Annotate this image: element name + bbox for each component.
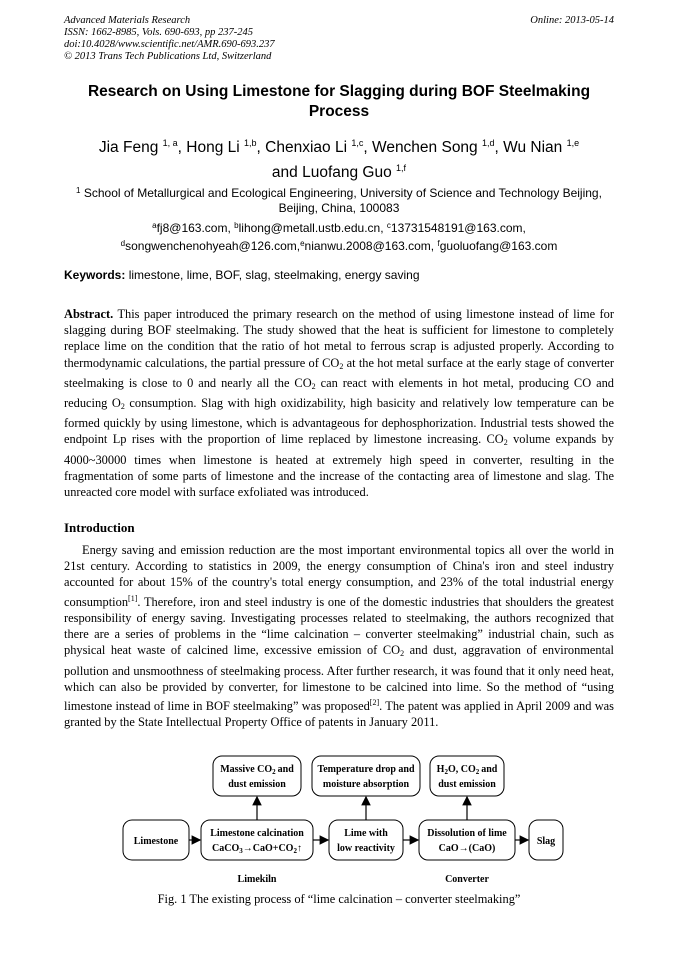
subscript: 2	[311, 381, 316, 391]
subscript: 2	[503, 438, 508, 448]
abstract-text: at the hot metal surface at the early stage of converter steelmaking is close to 0 and nearly all the CO	[64, 355, 614, 390]
h2o-text: H	[436, 764, 445, 775]
doi-line: doi:10.4028/www.scientific.net/AMR.690-693.237	[64, 39, 275, 50]
affiliation	[64, 183, 614, 216]
h2o-and: and	[481, 764, 498, 775]
abstract-text: can react with elements in hot metal, producing CO and reducing O	[64, 375, 614, 411]
lime-with-text: Lime with	[344, 828, 388, 839]
page-header	[64, 15, 614, 63]
author-name: Wenchen Song	[371, 139, 478, 156]
intro-text: . The patent was applied in April 2009 and was granted by the State Intellectual Property Office of patents in January 2011.	[64, 699, 614, 730]
subscript: 2	[475, 768, 480, 776]
keywords-label: Keywords:	[64, 268, 126, 282]
citation-link[interactable]: [2]	[369, 697, 380, 707]
slag-text: Slag	[536, 836, 556, 847]
abstract	[64, 306, 614, 500]
introduction-paragraph	[64, 542, 614, 730]
dissolution-text: Dissolution of lime	[427, 828, 507, 839]
journal-name: Advanced Materials Research	[64, 15, 191, 26]
gas-arrow-text: ↑	[296, 843, 302, 854]
temp-drop-text: Temperature drop and	[317, 764, 415, 775]
author-name: Jia Feng	[98, 139, 159, 156]
email-link[interactable]: lihong@metall.ustb.edu.cn,	[238, 221, 384, 235]
subscript: 2	[120, 402, 125, 412]
svg-text:Massive CO2and	[220, 764, 294, 776]
subscript: 2	[272, 768, 276, 776]
email-link[interactable]: guoluofang@163.com	[439, 239, 558, 253]
moisture-text: moisture absorption	[322, 779, 410, 790]
figure-caption: Fig. 1 The existing process of “lime calcination – converter steelmaking”	[157, 892, 521, 906]
keywords-text: limestone, lime, BOF, slag, steelmaking, energy saving	[128, 268, 420, 282]
author-name: Hong Li	[186, 139, 240, 156]
email-list: $^a$fj8@163.com, $^b$lihong@metall.ustb.edu.cn, $^c$13731548191@163.com, $^d$songwenchenohyeah@126.com,$^e$nianwu.2008@163.com, $^f$guoluofang@163.com	[120, 221, 558, 253]
limekiln-label: Limekiln	[237, 874, 277, 885]
h2o-co2-dust-box	[430, 756, 504, 796]
email-link[interactable]: songwenchenohyeah@126.com,	[125, 239, 301, 253]
h2o-co2-text: O, CO	[447, 764, 476, 775]
email-link[interactable]: 13731548191@163.com,	[390, 221, 526, 235]
subscript: 2	[444, 768, 448, 776]
cao-reaction-text: CaO→(CaO)	[438, 843, 496, 854]
intro-text: . Therefore, iron and steel industry is one of the domestic industries that shoulders the greatest responsibility of energy saving. Investigating processes related to steelmaking, the authors recognized that there are a series of problems in the “lime calcination – converter steelmaking” industrial chain, such as physical heat waste of calcined lime, excessive emission of CO	[64, 594, 614, 658]
massive-co2-box	[213, 756, 301, 796]
email-link[interactable]: fj8@163.com,	[156, 221, 231, 235]
process-flow-diagram	[115, 748, 565, 888]
low-reactivity-text: low reactivity	[337, 843, 395, 854]
affiliation-text: School of Metallurgical and Ecological Engineering, University of Science and Technology Beijing, Beijing, China, 100083	[83, 186, 602, 215]
lime-low-reactivity-box	[329, 820, 403, 860]
author-name: Chenxiao Li	[265, 139, 348, 156]
author-name: Wu Nian	[503, 139, 563, 156]
limestone-text: Limestone	[133, 836, 179, 847]
keywords	[64, 268, 614, 282]
dissolution-box	[419, 820, 515, 860]
author-sup: 1,b	[244, 138, 257, 148]
massive-co2-and: and	[277, 764, 294, 775]
abstract-text: consumption. Slag with high oxidizability, high basicity and relatively low temperature can be formed quickly by using limestone, which is advantageous for dephosphorization. Industrial tests showed the endpoint Lp rises with the proportion of lime replaced by limestone increasing. CO	[64, 396, 614, 447]
abstract-text: volume expands by 4000~30000 times when limestone is heated at extremely high speed in converter, resulting in the fragmentation of some parts of limestone and the increase of the contacting area of limestone and slag. The unreacted core model with surface exfoliated was introduced.	[64, 432, 614, 500]
intro-text: Energy saving and emission reduction are the most important environmental topics all over the world in 21st century. According to statistics in 2009, the energy consumption of China's iron and steel industry accounted for about 15% of the country's total energy consumption, and 23% of the total industrial energy consumption	[64, 543, 614, 609]
abstract-text: This paper introduced the primary research on the method of using limestone instead of lime for slagging during BOF steelmaking. The study showed that the heat is sufficient for limestone to completely replace lime on the condition that the ratio of hot metal to ferrous scrap is adjusted properly. According to thermodynamic calculations, the partial pressure of CO	[64, 307, 615, 370]
section-heading-introduction: Introduction	[64, 520, 135, 535]
subscript: 3	[239, 847, 243, 855]
citation-link[interactable]: [1]	[128, 593, 138, 603]
massive-co2-dust: dust emission	[228, 779, 286, 790]
author-name: and Luofang Guo	[271, 164, 392, 181]
author-sup: 1, a	[162, 138, 178, 148]
author-sup: 1,d	[482, 138, 495, 148]
temperature-drop-box	[312, 756, 420, 796]
intro-text: and dust, aggravation of environmental pollution and unsmoothness of steelmaking process. After further research, it was found that it only need heat, which can also be provided by converter, for limestone to be calcined into lime. So the method of “using limestone instead of lime in BOF steelmaking” was proposed	[64, 643, 614, 714]
subscript: 2	[339, 361, 344, 371]
h2o-dust-text: dust emission	[438, 779, 496, 790]
reaction-text: →CaO+CO	[242, 843, 294, 854]
paper-title: Research on Using Limestone for Slagging during BOF Steelmaking Process	[87, 83, 591, 120]
issn-line: ISSN: 1662-8985, Vols. 690-693, pp 237-245	[64, 27, 253, 38]
author-sup: 1,f	[396, 163, 407, 173]
converter-label: Converter	[445, 874, 489, 885]
affiliation-number: 1	[76, 186, 81, 195]
subscript: 2	[400, 649, 405, 659]
calcination-text: Limestone calcination	[210, 828, 304, 839]
subscript: 2	[293, 847, 297, 855]
massive-co2-text: Massive CO	[220, 764, 273, 775]
online-date: Online: 2013-05-14	[530, 15, 614, 26]
abstract-label: Abstract.	[64, 307, 114, 321]
author-sup: 1,e	[566, 138, 580, 148]
email-link[interactable]: nianwu.2008@163.com,	[304, 239, 435, 253]
author-sup: 1,c	[351, 138, 364, 148]
copyright-line: © 2013 Trans Tech Publications Ltd, Switzerland	[64, 51, 272, 62]
svg-text:CaCO3→CaO+CO2↑	[212, 843, 302, 855]
caco3-text: CaCO	[212, 843, 240, 854]
author-list: Jia Feng $^{1, a}$, Hong Li $^{1,b}$, Chenxiao Li $^{1,c}$, Wenchen Song $^{1,d}$, Wu Nian $^{1,e}$ and Luofang Guo $^{1,f}$	[98, 138, 580, 181]
